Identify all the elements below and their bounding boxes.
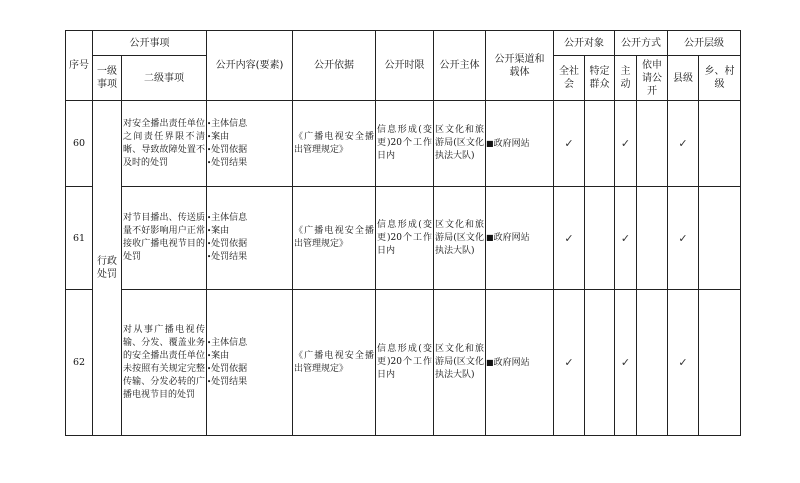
table-row — [66, 187, 741, 290]
row-channel: ■政府网站 — [486, 101, 554, 187]
row-subject: 区文化和旅游局(区文化执法大队) — [434, 290, 486, 436]
content-entry: •处罚结果 — [207, 376, 248, 387]
check-icon: ✓ — [554, 101, 585, 187]
check-icon: ✓ — [668, 187, 699, 290]
row-time-limit: 信息形成(变更)20个工作日内 — [376, 101, 434, 187]
bullet-icon: • — [207, 364, 212, 373]
row-item: 对安全播出责任单位之间责任界限不清晰、导致故障处置不及时的处罚 — [122, 101, 207, 187]
bullet-icon: • — [207, 240, 212, 248]
square-icon: ■ — [486, 357, 494, 367]
bullet-icon: • — [207, 119, 212, 128]
header-channel: 公开渠道和载体 — [486, 31, 554, 101]
header-basis: 公开依据 — [293, 31, 376, 101]
bullet-icon: • — [207, 158, 212, 167]
header-level2: 二级事项 — [122, 56, 207, 101]
content-entry: •主体信息 — [207, 337, 248, 348]
header-layer-township: 乡、村级 — [699, 56, 741, 101]
table-row — [66, 290, 741, 436]
row-basis: 《广播电视安全播出管理规定》 — [293, 290, 376, 436]
bullet-icon: • — [207, 253, 212, 261]
square-icon: ■ — [486, 233, 494, 242]
bullet-icon: • — [207, 145, 212, 154]
content-entry: •处罚结果 — [207, 157, 248, 168]
content-entry: •处罚结果 — [207, 252, 248, 262]
header-target-group: 公开对象 — [554, 31, 615, 56]
content-entry: •处罚依据 — [207, 239, 248, 249]
row-basis: 《广播电视安全播出管理规定》 — [293, 101, 376, 187]
header-target-all: 全社会 — [554, 56, 585, 101]
row-time-limit: 信息形成(变更)20个工作日内 — [376, 290, 434, 436]
header-content: 公开内容(要素) — [207, 31, 293, 101]
row-content — [207, 290, 293, 436]
check-icon: ✓ — [668, 101, 699, 187]
row-seq: 61 — [66, 187, 93, 290]
row-basis: 《广播电视安全播出管理规定》 — [293, 187, 376, 290]
header-method-apply: 依申请公开 — [637, 56, 668, 101]
header-target-specific: 特定群众 — [585, 56, 615, 101]
header-layer-group: 公开层级 — [668, 31, 741, 56]
row-item: 对节目播出、传送质量不好影响用户正常接收广播电视节目的处罚 — [122, 187, 207, 290]
bullet-icon: • — [207, 338, 212, 347]
bullet-icon: • — [207, 227, 212, 235]
table-row — [66, 101, 741, 187]
bullet-icon: • — [207, 214, 212, 222]
header-method-group: 公开方式 — [615, 31, 668, 56]
header-layer-county: 县级 — [668, 56, 699, 101]
row-subject: 区文化和旅游局(区文化执法大队) — [434, 101, 486, 187]
bullet-icon: • — [207, 351, 212, 360]
header-items-group: 公开事项 — [93, 31, 207, 56]
square-icon: ■ — [486, 138, 494, 148]
bullet-icon: • — [207, 377, 212, 386]
row-time-limit: 信息形成(变更)20个工作日内 — [376, 187, 434, 290]
row-seq: 62 — [66, 290, 93, 436]
row-subject: 区文化和旅游局(区文化执法大队) — [434, 187, 486, 290]
content-entry: •处罚依据 — [207, 144, 248, 155]
header-seq: 序号 — [66, 31, 93, 101]
row-channel: ■政府网站 — [486, 290, 554, 436]
content-entry: •案由 — [207, 226, 230, 236]
bullet-icon: • — [207, 132, 212, 141]
content-entry: •案由 — [207, 350, 230, 361]
content-entry: •主体信息 — [207, 213, 248, 223]
check-icon: ✓ — [554, 290, 585, 436]
header-level1: 一级事项 — [93, 56, 122, 101]
content-entry: •主体信息 — [207, 118, 248, 129]
disclosure-table — [65, 30, 741, 436]
header-time-limit: 公开时限 — [376, 31, 434, 101]
row-item: 对从事广播电视传输、分发、覆盖业务的安全播出责任单位未按照有关规定完整传输、分发必转的广播电视节目的处罚 — [122, 290, 207, 436]
check-icon: ✓ — [668, 290, 699, 436]
content-entry: •案由 — [207, 131, 230, 142]
header-subject: 公开主体 — [434, 31, 486, 101]
check-icon: ✓ — [615, 101, 637, 187]
row-seq: 60 — [66, 101, 93, 187]
check-icon: ✓ — [615, 290, 637, 436]
row-content — [207, 101, 293, 187]
check-icon: ✓ — [615, 187, 637, 290]
row-content — [207, 187, 293, 290]
header-method-active: 主动 — [615, 56, 637, 101]
row-channel: ■政府网站 — [486, 187, 554, 290]
level1-cell: 行政处罚 — [93, 101, 122, 436]
check-icon: ✓ — [554, 187, 585, 290]
content-entry: •处罚依据 — [207, 363, 248, 374]
